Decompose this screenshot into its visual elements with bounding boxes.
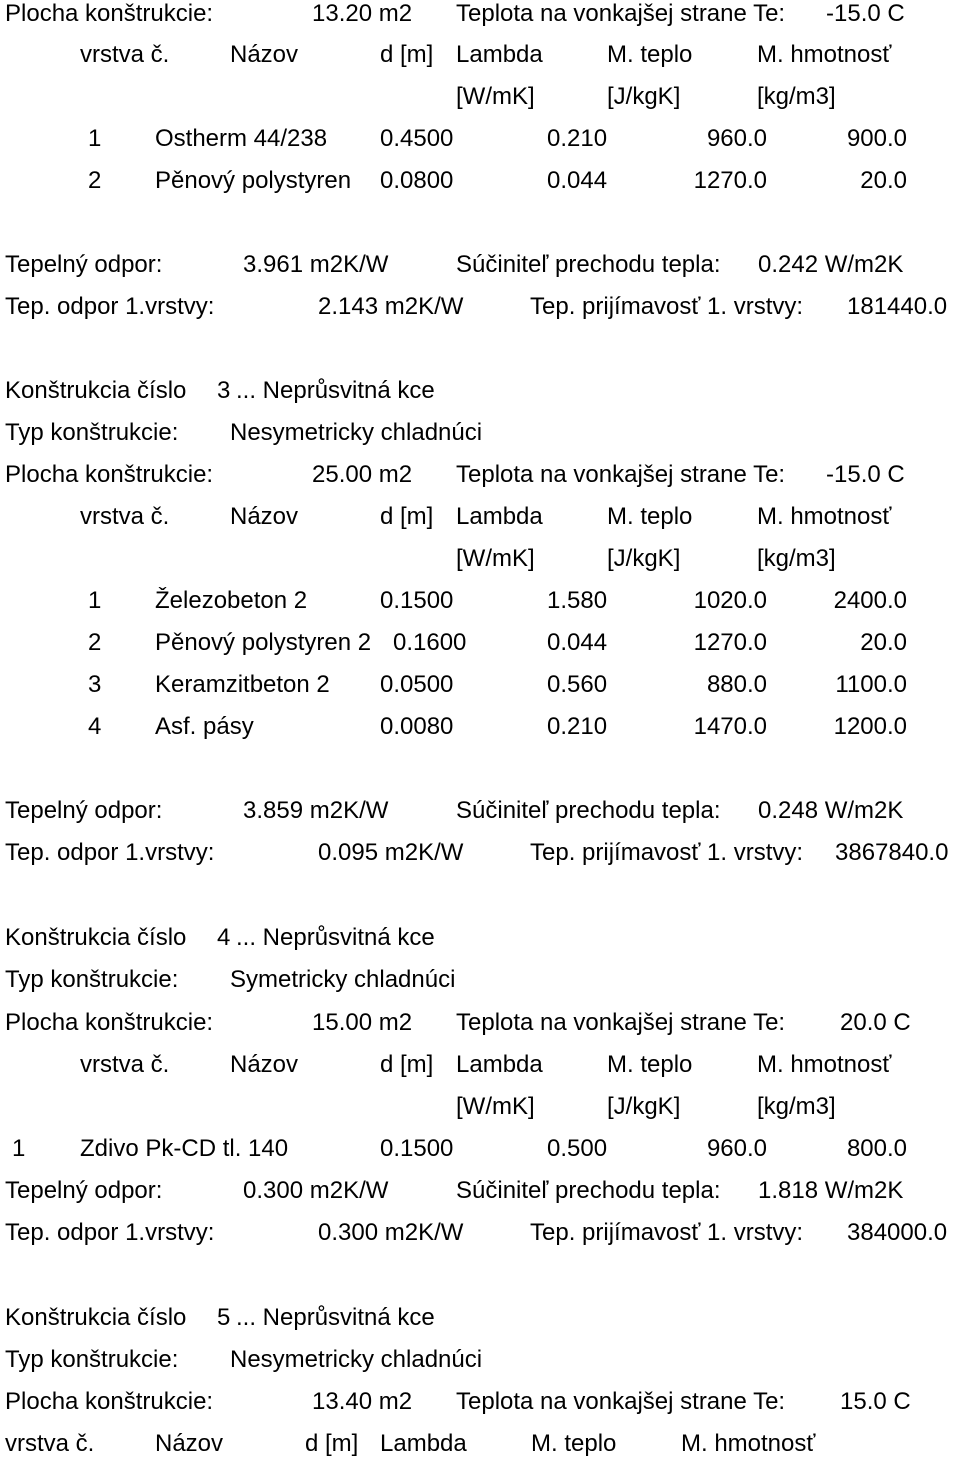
unit-mass: [kg/m3] xyxy=(757,83,836,110)
layer-mass: 20.0 xyxy=(860,629,907,656)
outside-temp-label: Teplota na vonkajšej strane Te: xyxy=(456,1388,786,1415)
layer-heat: 1270.0 xyxy=(693,167,767,194)
construction-title-label: Konštrukcia číslo xyxy=(5,1304,187,1331)
layer-name: Pěnový polystyren xyxy=(155,167,352,194)
construction-kind: ... Neprůsvitná kce xyxy=(236,1304,435,1331)
layer-thickness: 0.1500 xyxy=(380,587,454,614)
area-value: 13.40 m2 xyxy=(312,1388,413,1415)
construction-kind: ... Neprůsvitná kce xyxy=(236,924,435,951)
layer-mass: 1200.0 xyxy=(833,713,907,740)
layer-thickness: 0.1500 xyxy=(380,1135,454,1162)
area-value: 25.00 m2 xyxy=(312,461,413,488)
layer-heat: 880.0 xyxy=(706,671,767,698)
layer-number: 1 xyxy=(88,587,102,614)
layer-mass: 2400.0 xyxy=(833,587,907,614)
header-heat: M. teplo xyxy=(531,1430,617,1457)
header-heat: M. teplo xyxy=(607,41,693,68)
layer-thickness: 0.0500 xyxy=(380,671,454,698)
layer-thickness: 0.0080 xyxy=(380,713,454,740)
header-mass: M. hmotnosť xyxy=(681,1430,816,1457)
header-mass: M. hmotnosť xyxy=(757,1051,892,1078)
first-layer-resistance-value: 2.143 m2K/W xyxy=(318,293,464,320)
layer-name: Asf. pásy xyxy=(155,713,254,740)
layer-heat: 1020.0 xyxy=(693,587,767,614)
header-lambda: Lambda xyxy=(380,1430,467,1457)
unit-lambda: [W/mK] xyxy=(456,545,535,572)
layer-lambda: 0.560 xyxy=(547,671,608,698)
construction-kind: ... Neprůsvitná kce xyxy=(236,377,435,404)
first-layer-resistance-value: 0.300 m2K/W xyxy=(318,1219,464,1246)
unit-mass: [kg/m3] xyxy=(757,545,836,572)
header-layer: vrstva č. xyxy=(5,1430,95,1457)
outside-temp-label: Teplota na vonkajšej strane Te: xyxy=(456,461,786,488)
header-lambda: Lambda xyxy=(456,503,543,530)
outside-temp-value: 20.0 C xyxy=(840,1009,911,1036)
layer-number: 4 xyxy=(88,713,102,740)
layer-number: 2 xyxy=(88,629,102,656)
construction-number: 4 xyxy=(217,924,231,951)
construction-number: 5 xyxy=(217,1304,231,1331)
type-label: Typ konštrukcie: xyxy=(5,419,179,446)
header-name: Názov xyxy=(230,503,299,530)
layer-lambda: 0.500 xyxy=(547,1135,608,1162)
header-thickness: d [m] xyxy=(380,41,434,68)
header-layer: vrstva č. xyxy=(80,41,170,68)
first-layer-resistance-label: Tep. odpor 1.vrstvy: xyxy=(5,293,215,320)
type-label: Typ konštrukcie: xyxy=(5,966,179,993)
layer-name: Keramzitbeton 2 xyxy=(155,671,330,698)
header-heat: M. teplo xyxy=(607,503,693,530)
resistance-label: Tepelný odpor: xyxy=(5,1177,163,1204)
area-label: Plocha konštrukcie: xyxy=(5,461,214,488)
area-label: Plocha konštrukcie: xyxy=(5,1388,214,1415)
header-name: Názov xyxy=(155,1430,224,1457)
layer-name: Zdivo Pk-CD tl. 140 xyxy=(80,1135,289,1162)
layer-heat: 960.0 xyxy=(706,1135,767,1162)
layer-thickness: 0.1600 xyxy=(393,629,467,656)
header-heat: M. teplo xyxy=(607,1051,693,1078)
u-value: 1.818 W/m2K xyxy=(758,1177,904,1204)
layer-number: 1 xyxy=(12,1135,26,1162)
layer-lambda: 0.044 xyxy=(547,629,608,656)
header-layer: vrstva č. xyxy=(80,1051,170,1078)
layer-mass: 1100.0 xyxy=(835,671,907,698)
unit-heat: [J/kgK] xyxy=(607,1093,681,1120)
unit-heat: [J/kgK] xyxy=(607,83,681,110)
layer-name: Železobeton 2 xyxy=(155,587,308,614)
layer-name: Pěnový polystyren 2 xyxy=(155,629,372,656)
u-value: 0.242 W/m2K xyxy=(758,251,904,278)
resistance-value: 0.300 m2K/W xyxy=(243,1177,389,1204)
header-lambda: Lambda xyxy=(456,1051,543,1078)
layer-heat: 960.0 xyxy=(706,125,767,152)
type-value: Nesymetricky chladnúci xyxy=(230,1346,483,1373)
first-layer-absorptivity-label: Tep. prijímavosť 1. vrstvy: xyxy=(530,293,804,320)
type-value: Nesymetricky chladnúci xyxy=(230,419,483,446)
layer-lambda: 0.210 xyxy=(547,125,608,152)
layer-mass: 800.0 xyxy=(846,1135,907,1162)
construction-title-label: Konštrukcia číslo xyxy=(5,924,187,951)
first-layer-resistance-label: Tep. odpor 1.vrstvy: xyxy=(5,1219,215,1246)
outside-temp-label: Teplota na vonkajšej strane Te: xyxy=(456,1009,786,1036)
resistance-value: 3.961 m2K/W xyxy=(243,251,389,278)
layer-number: 3 xyxy=(88,671,102,698)
first-layer-absorptivity-value: 3867840.0 xyxy=(835,839,949,866)
layer-name: Ostherm 44/238 xyxy=(155,125,328,152)
layer-mass: 900.0 xyxy=(846,125,907,152)
layer-lambda: 0.044 xyxy=(547,167,608,194)
layer-number: 2 xyxy=(88,167,102,194)
header-layer: vrstva č. xyxy=(80,503,170,530)
header-mass: M. hmotnosť xyxy=(757,503,892,530)
unit-lambda: [W/mK] xyxy=(456,83,535,110)
type-label: Typ konštrukcie: xyxy=(5,1346,179,1373)
layer-number: 1 xyxy=(88,125,102,152)
unit-mass: [kg/m3] xyxy=(757,1093,836,1120)
area-value: 13.20 m2 xyxy=(312,0,413,27)
area-label: Plocha konštrukcie: xyxy=(5,1009,214,1036)
unit-lambda: [W/mK] xyxy=(456,1093,535,1120)
outside-temp-value: 15.0 C xyxy=(840,1388,911,1415)
first-layer-absorptivity-value: 384000.0 xyxy=(847,1219,948,1246)
area-label: Plocha konštrukcie: xyxy=(5,0,214,27)
unit-heat: [J/kgK] xyxy=(607,545,681,572)
resistance-label: Tepelný odpor: xyxy=(5,797,163,824)
layer-heat: 1270.0 xyxy=(693,629,767,656)
outside-temp-value: -15.0 C xyxy=(826,461,905,488)
u-value-label: Súčiniteľ prechodu tepla: xyxy=(456,1177,721,1204)
header-name: Názov xyxy=(230,41,299,68)
u-value: 0.248 W/m2K xyxy=(758,797,904,824)
construction-number: 3 xyxy=(217,377,231,404)
first-layer-absorptivity-label: Tep. prijímavosť 1. vrstvy: xyxy=(530,839,804,866)
outside-temp-label: Teplota na vonkajšej strane Te: xyxy=(456,0,786,27)
u-value-label: Súčiniteľ prechodu tepla: xyxy=(456,251,721,278)
header-thickness: d [m] xyxy=(380,503,434,530)
first-layer-resistance-value: 0.095 m2K/W xyxy=(318,839,464,866)
u-value-label: Súčiniteľ prechodu tepla: xyxy=(456,797,721,824)
header-thickness: d [m] xyxy=(380,1051,434,1078)
header-lambda: Lambda xyxy=(456,41,543,68)
type-value: Symetricky chladnúci xyxy=(230,966,456,993)
construction-title-label: Konštrukcia číslo xyxy=(5,377,187,404)
first-layer-absorptivity-label: Tep. prijímavosť 1. vrstvy: xyxy=(530,1219,804,1246)
layer-lambda: 1.580 xyxy=(547,587,608,614)
header-thickness: d [m] xyxy=(305,1430,359,1457)
first-layer-absorptivity-value: 181440.0 xyxy=(847,293,948,320)
layer-mass: 20.0 xyxy=(860,167,907,194)
layer-heat: 1470.0 xyxy=(693,713,767,740)
outside-temp-value: -15.0 C xyxy=(826,0,905,27)
resistance-value: 3.859 m2K/W xyxy=(243,797,389,824)
layer-thickness: 0.4500 xyxy=(380,125,454,152)
resistance-label: Tepelný odpor: xyxy=(5,251,163,278)
layer-thickness: 0.0800 xyxy=(380,167,454,194)
header-name: Názov xyxy=(230,1051,299,1078)
area-value: 15.00 m2 xyxy=(312,1009,413,1036)
first-layer-resistance-label: Tep. odpor 1.vrstvy: xyxy=(5,839,215,866)
header-mass: M. hmotnosť xyxy=(757,41,892,68)
layer-lambda: 0.210 xyxy=(547,713,608,740)
